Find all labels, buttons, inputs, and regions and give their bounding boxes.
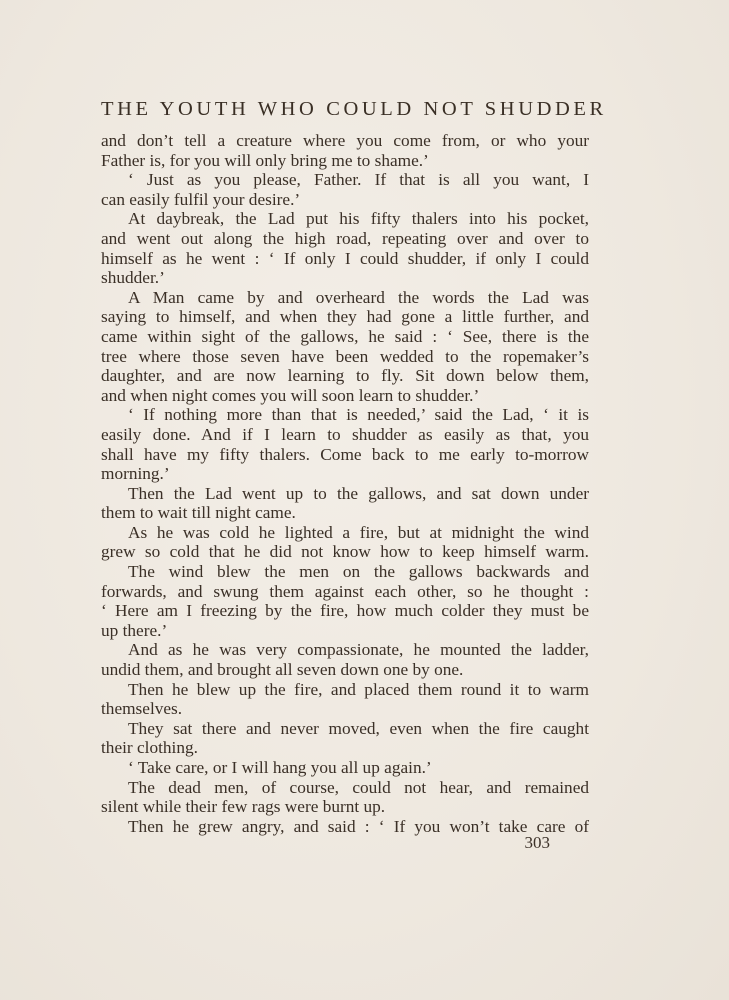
page-number: 303 <box>524 833 550 852</box>
text-line: their clothing. <box>101 738 198 758</box>
text-line: up there.’ <box>101 620 168 640</box>
text-line: As he was cold he lighted a fire, but at midnight the wind <box>128 522 589 542</box>
text-line: themselves. <box>101 699 183 719</box>
text-line: The wind blew the men on the gallows backwards and <box>128 562 589 582</box>
text-line: himself as he went : ‘ If only I could shudder, if only I could <box>101 248 589 268</box>
text-line: At daybreak, the Lad put his fifty thalers into his pocket, <box>128 209 589 229</box>
running-title: THE YOUTH WHO COULD NOT SHUDDER <box>101 98 607 120</box>
text-line: tree where those seven have been wedded to the ropemaker’s <box>101 346 589 366</box>
text-line: A Man came by and overheard the words the Lad was <box>128 287 589 307</box>
text-line: ‘ Here am I freezing by the fire, how much colder they must be <box>101 601 589 621</box>
text-line: They sat there and never moved, even when the fire caught <box>128 718 589 738</box>
text-line: forwards, and swung them against each other, so he thought : <box>101 581 589 601</box>
text-line: them to wait till night came. <box>101 503 296 523</box>
text-line: Then the Lad went up to the gallows, and sat down under <box>128 483 589 503</box>
text-line: easily done. And if I learn to shudder as easily as that, you <box>101 424 589 444</box>
text-line: silent while their few rags were burnt up. <box>101 797 386 817</box>
text-line: morning.’ <box>101 464 170 484</box>
text-line: and when night comes you will soon learn to shudder.’ <box>101 385 480 405</box>
text-line: saying to himself, and when they had gone a little further, and <box>101 307 589 327</box>
text-line: Then he blew up the fire, and placed them round it to warm <box>128 679 589 699</box>
text-line: ‘ Take care, or I will hang you all up again.’ <box>128 758 432 777</box>
body-text <box>101 131 589 836</box>
text-line: And as he was very compassionate, he mounted the ladder, <box>128 640 589 660</box>
text-line: can easily fulfil your desire.’ <box>101 189 301 209</box>
text-line: Then he grew angry, and said : ‘ If you won’t take care of <box>128 816 589 836</box>
text-line: daughter, and are now learning to fly. Sit down below them, <box>101 366 589 386</box>
text-line: and don’t tell a creature where you come from, or who your <box>101 131 589 150</box>
text-line: ‘ Just as you please, Father. If that is all you want, I <box>128 170 589 190</box>
text-line: shall have my fifty thalers. Come back to me early to-morrow <box>101 444 589 464</box>
text-line: undid them, and brought all seven down one by one. <box>101 660 464 680</box>
text-line: came within sight of the gallows, he said : ‘ See, there is the <box>101 326 589 346</box>
text-line: grew so cold that he did not know how to keep himself warm. <box>101 542 589 562</box>
text-line: The dead men, of course, could not hear, and remained <box>128 777 589 797</box>
text-line: shudder.’ <box>101 268 165 288</box>
text-line: and went out along the high road, repeating over and over to <box>101 228 589 248</box>
text-line: Father is, for you will only bring me to shame.’ <box>101 150 429 170</box>
text-line: ‘ If nothing more than that is needed,’ said the Lad, ‘ it is <box>128 405 589 425</box>
